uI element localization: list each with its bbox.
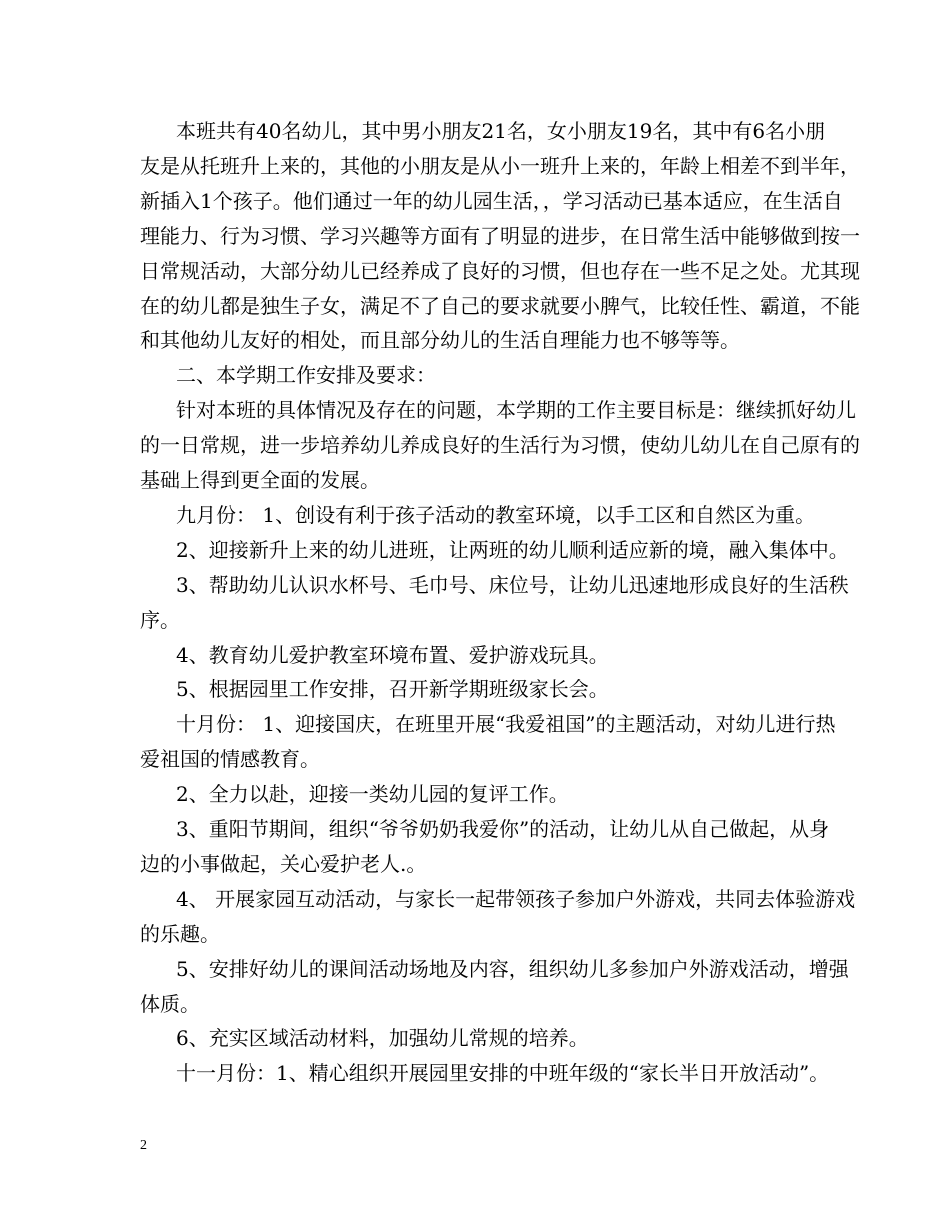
text-line: 在的幼儿都是独生子女，满足不了自己的要求就要小脾气，比较任性、霸道，不能 <box>140 294 860 318</box>
text-line: 新插入1个孩子。他们通过一年的幼儿园生活，，学习活动已基本适应，在生活自 <box>140 189 843 213</box>
text-line: 二、本学期工作安排及要求： <box>176 363 436 387</box>
text-line: 2、迎接新升上来的幼儿进班，让两班的幼儿顺利适应新的境，融入集体中。 <box>176 538 849 562</box>
text-line: 爱祖国的情感教育。 <box>140 747 320 771</box>
text-line: 序。 <box>140 608 180 632</box>
text-line: 的一日常规，进一步培养幼儿养成良好的生活行为习惯，使幼儿幼儿在自己原有的 <box>140 433 860 457</box>
text-line: 基础上得到更全面的发展。 <box>140 468 380 492</box>
text-line: 十一月份：1、精心组织开展园里安排的中班年级的“家长半日开放活动”。 <box>176 1061 830 1085</box>
page-number: 2 <box>140 1138 147 1153</box>
text-line: 3、重阳节期间，组织“爷爷奶奶我爱你”的活动，让幼儿从自己做起，从身 <box>176 817 830 841</box>
text-line: 友是从托班升上来的，其他的小朋友是从小一班升上来的，年龄上相差不到半年， <box>140 154 860 178</box>
text-line: 九月份： 1、创设有利于孩子活动的教室环境，以手工区和自然区为重。 <box>176 503 816 527</box>
text-line: 和其他幼儿友好的相处，而且部分幼儿的生活自理能力也不够等等。 <box>140 328 740 352</box>
text-line: 6、充实区域活动材料，加强幼儿常规的培养。 <box>176 1026 589 1050</box>
text-line: 本班共有40名幼儿，其中男小朋友21名，女小朋友19名，其中有6名小朋 <box>176 119 826 143</box>
text-line: 日常规活动，大部分幼儿已经养成了良好的习惯，但也存在一些不足之处。尤其现 <box>140 259 860 283</box>
text-line: 针对本班的具体情况及存在的问题，本学期的工作主要目标是：继续抓好幼儿 <box>176 398 856 422</box>
text-line: 边的小事做起，关心爱护老人.。 <box>140 852 427 876</box>
text-line: 体质。 <box>140 992 200 1016</box>
text-line: 2、全力以赴，迎接一类幼儿园的复评工作。 <box>176 782 569 806</box>
text-line: 5、安排好幼儿的课间活动场地及内容，组织幼儿多参加户外游戏活动，增强 <box>176 957 849 981</box>
text-line: 的乐趣。 <box>140 922 220 946</box>
text-line: 理能力、行为习惯、学习兴趣等方面有了明显的进步，在日常生活中能够做到按一 <box>140 224 860 248</box>
text-line: 3、帮助幼儿认识水杯号、毛巾号、床位号，让幼儿迅速地形成良好的生活秩 <box>176 573 849 597</box>
text-line: 4、 开展家园互动活动，与家长一起带领孩子参加户外游戏，共同去体验游戏 <box>176 887 856 911</box>
text-line: 5、根据园里工作安排，召开新学期班级家长会。 <box>176 677 609 701</box>
text-line: 十月份： 1、迎接国庆，在班里开展“我爱祖国”的主题活动，对幼儿进行热 <box>176 712 836 736</box>
text-line: 4、教育幼儿爱护教室环境布置、爱护游戏玩具。 <box>176 643 609 667</box>
